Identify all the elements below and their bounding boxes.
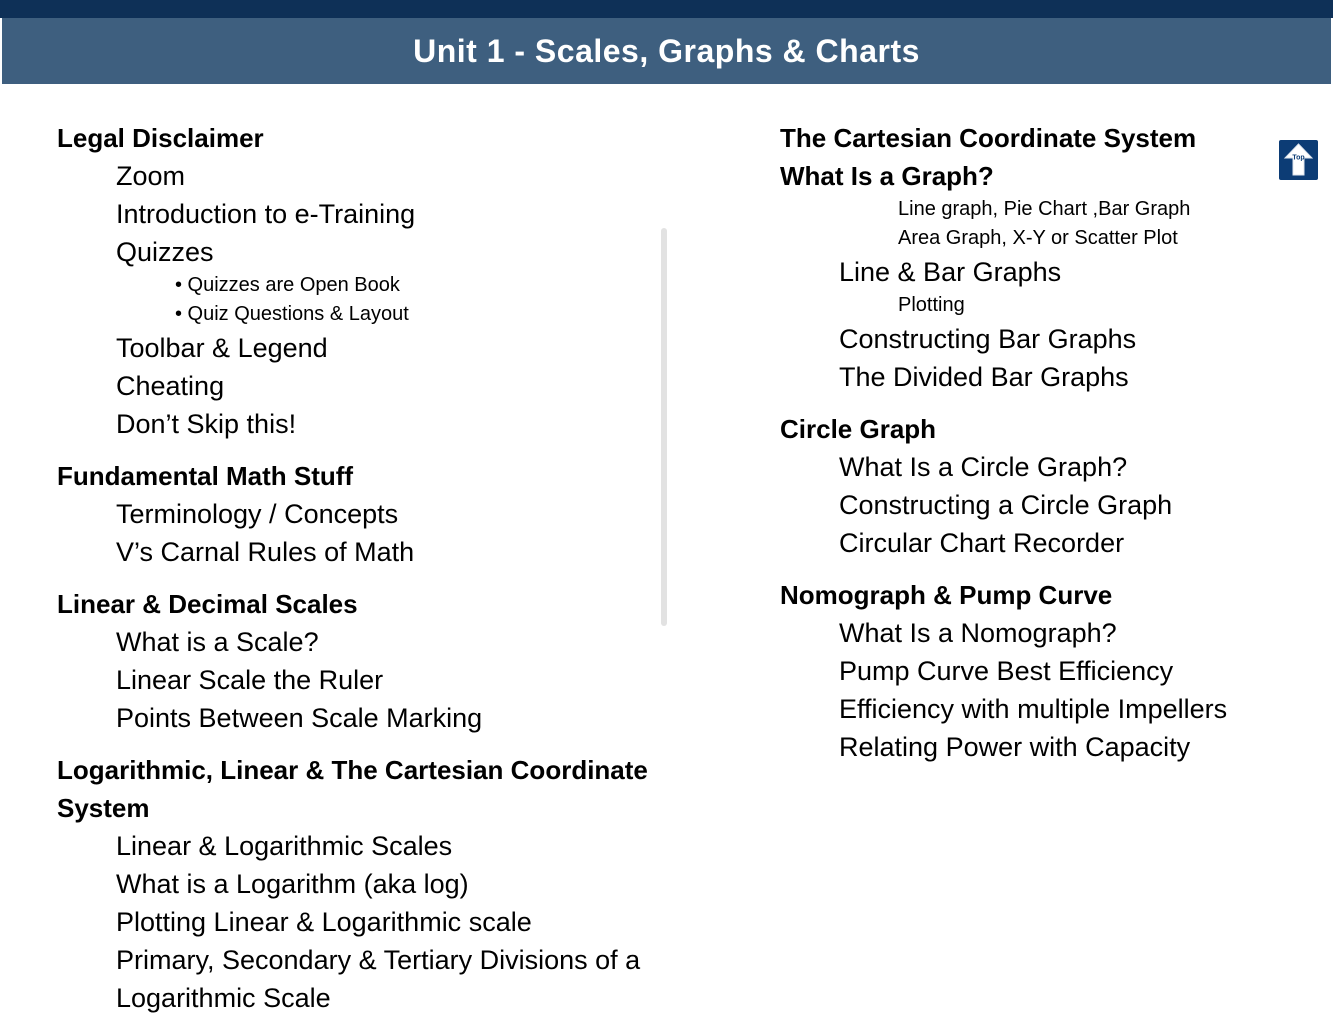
toc-item-dont-skip[interactable]: Don’t Skip this! <box>116 409 297 439</box>
section-title[interactable]: Nomograph & Pump Curve <box>780 580 1113 610</box>
top-strip <box>0 0 1333 18</box>
toc-item-divided-bar[interactable]: The Divided Bar Graphs <box>839 362 1129 392</box>
title-banner <box>2 18 1331 84</box>
section-linear-decimal-scales <box>57 585 707 737</box>
toc-item-toolbar-legend[interactable]: Toolbar & Legend <box>116 333 328 363</box>
section-title-cartesian[interactable]: The Cartesian Coordinate System <box>780 123 1197 153</box>
toc-item-what-is-nomograph[interactable]: What Is a Nomograph? <box>839 618 1117 648</box>
toc-item-cheating[interactable]: Cheating <box>116 371 225 401</box>
toc-item-what-is-scale[interactable]: What is a Scale? <box>116 627 319 657</box>
section-title[interactable]: Linear & Decimal Scales <box>57 589 358 619</box>
toc-item-introduction[interactable]: Introduction to e-Training <box>116 199 416 229</box>
section-nomograph <box>780 576 1300 766</box>
section-title[interactable]: Circle Graph <box>780 414 937 444</box>
toc-item-line-bar-graphs[interactable]: Line & Bar Graphs <box>839 257 1062 287</box>
left-toc-column <box>57 119 707 1031</box>
section-title[interactable]: Logarithmic, Linear & The Cartesian Coordinate System <box>57 755 648 823</box>
page-title: Unit 1 - Scales, Graphs & Charts <box>413 32 920 69</box>
toc-item-power-capacity[interactable]: Relating Power with Capacity <box>839 732 1191 762</box>
section-circle-graph <box>780 410 1300 562</box>
toc-subitem-graph-types-2[interactable]: Area Graph, X-Y or Scatter Plot <box>898 227 1178 249</box>
section-legal-disclaimer <box>57 119 707 443</box>
toc-item-pump-curve[interactable]: Pump Curve Best Efficiency <box>839 656 1174 686</box>
right-toc-column <box>780 119 1300 780</box>
toc-item-what-is-log[interactable]: What is a Logarithm (aka log) <box>116 869 469 899</box>
section-title-what-is-graph[interactable]: What Is a Graph? <box>780 161 994 191</box>
toc-item-terminology[interactable]: Terminology / Concepts <box>116 499 399 529</box>
toc-item-constructing-circle[interactable]: Constructing a Circle Graph <box>839 490 1173 520</box>
toc-item-points-between[interactable]: Points Between Scale Marking <box>116 703 483 733</box>
section-title[interactable]: Legal Disclaimer <box>57 123 264 153</box>
toc-item-circular-recorder[interactable]: Circular Chart Recorder <box>839 528 1125 558</box>
toc-subitem-quiz-layout[interactable]: • Quiz Questions & Layout <box>175 303 409 325</box>
toc-subitem-plotting[interactable]: Plotting <box>898 294 965 316</box>
section-logarithmic <box>57 751 707 1017</box>
toc-item-zoom[interactable]: Zoom <box>116 161 186 191</box>
top-label: Top <box>1292 154 1305 162</box>
toc-item-carnal-rules[interactable]: V’s Carnal Rules of Math <box>116 537 415 567</box>
toc-item-log-divisions[interactable]: Primary, Secondary & Tertiary Divisions of a Logarithmic Scale <box>116 945 641 1013</box>
toc-item-multiple-impellers[interactable]: Efficiency with multiple Impellers <box>839 694 1228 724</box>
toc-subitem-open-book[interactable]: • Quizzes are Open Book <box>175 274 400 296</box>
section-cartesian-graphs <box>780 119 1300 396</box>
toc-item-linear-scale-ruler[interactable]: Linear Scale the Ruler <box>116 665 384 695</box>
toc-item-constructing-bar[interactable]: Constructing Bar Graphs <box>839 324 1137 354</box>
toc-item-quizzes[interactable]: Quizzes <box>116 237 214 267</box>
toc-item-plotting-linear-log[interactable]: Plotting Linear & Logarithmic scale <box>116 907 532 937</box>
toc-item-linear-log-scales[interactable]: Linear & Logarithmic Scales <box>116 831 453 861</box>
toc-subitem-graph-types-1[interactable]: Line graph, Pie Chart ,Bar Graph <box>898 198 1191 220</box>
section-title[interactable]: Fundamental Math Stuff <box>57 461 354 491</box>
section-fundamental-math <box>57 457 707 571</box>
toc-item-what-is-circle[interactable]: What Is a Circle Graph? <box>839 452 1128 482</box>
